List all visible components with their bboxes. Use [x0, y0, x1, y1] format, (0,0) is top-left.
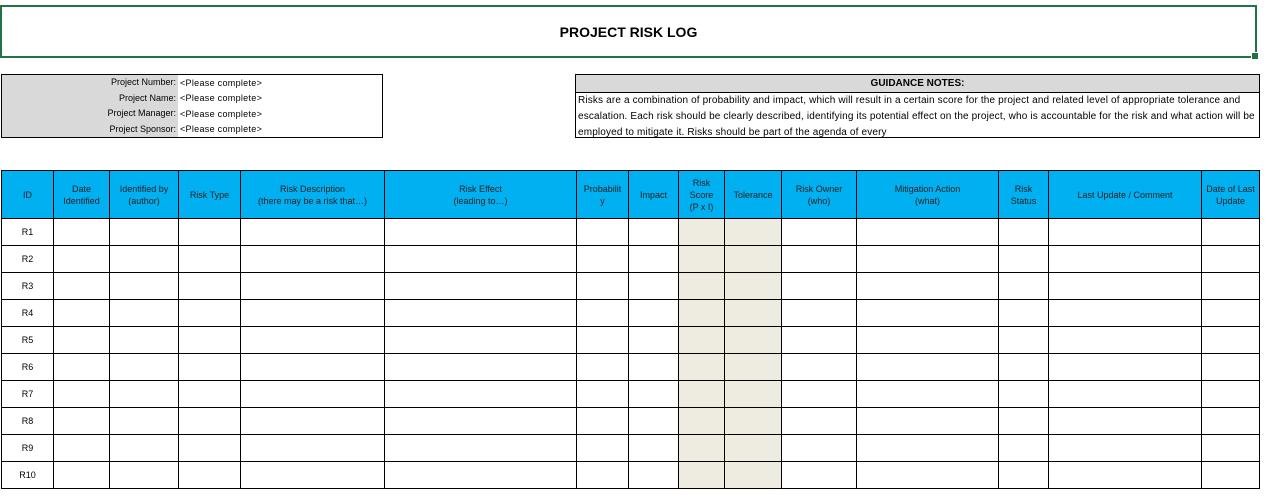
table-cell-last-update-comment[interactable]	[1049, 219, 1202, 246]
column-header-id[interactable]	[2, 171, 54, 219]
table-cell-risk-status[interactable]	[999, 354, 1049, 381]
table-cell-tolerance[interactable]	[725, 408, 782, 435]
table-cell-date-identified[interactable]	[54, 462, 110, 489]
column-header-last-update-comment[interactable]	[1049, 171, 1202, 219]
column-header-risk-description[interactable]	[241, 171, 385, 219]
table-cell-risk-effect[interactable]	[385, 381, 577, 408]
project-number-label: Project Number:	[2, 75, 178, 91]
column-header-date-of-last-update[interactable]	[1202, 171, 1260, 219]
table-cell-probability[interactable]	[577, 327, 629, 354]
guidance-text[interactable]: Risks are a combination of probability and impact, which will result in a certain score for the project and related level of appropriate tolerance and escalation. Each risk should be clearly described, identifying its potential effect on the project, who is accountable for the risk and what action will be employed to mitigate it. Risks should be part of the agenda of every	[578, 95, 1255, 138]
table-cell-risk-description[interactable]	[241, 273, 385, 300]
table-cell-risk-effect[interactable]	[385, 219, 577, 246]
table-cell-risk-score[interactable]	[679, 246, 725, 273]
table-cell-risk-type[interactable]	[179, 435, 241, 462]
table-cell-risk-score[interactable]	[679, 327, 725, 354]
table-cell-mitigation-action[interactable]	[857, 354, 999, 381]
table-cell-identified-by[interactable]	[110, 381, 179, 408]
project-name-value[interactable]: <Please complete>	[180, 93, 263, 104]
table-cell-impact[interactable]	[629, 408, 679, 435]
table-cell-date-of-last-update[interactable]	[1202, 327, 1260, 354]
table-cell-risk-effect[interactable]	[385, 354, 577, 381]
project-sponsor-label: Project Sponsor:	[2, 122, 178, 138]
header-text: ID	[23, 189, 32, 200]
table-cell-last-update-comment[interactable]	[1049, 381, 1202, 408]
column-header-risk-owner[interactable]	[782, 171, 857, 219]
table-cell-risk-description[interactable]	[241, 219, 385, 246]
project-sponsor-value[interactable]: <Please complete>	[180, 124, 263, 135]
column-header-mitigation-action[interactable]	[857, 171, 999, 219]
table-cell-risk-effect[interactable]	[385, 300, 577, 327]
table-cell-identified-by[interactable]	[110, 300, 179, 327]
table-cell-risk-type[interactable]	[179, 354, 241, 381]
table-cell-impact[interactable]	[629, 354, 679, 381]
table-cell-date-of-last-update[interactable]	[1202, 462, 1260, 489]
table-cell-risk-owner[interactable]	[782, 219, 857, 246]
table-cell-mitigation-action[interactable]	[857, 273, 999, 300]
header-text: Update	[1215, 195, 1246, 206]
table-cell-risk-owner[interactable]	[782, 327, 857, 354]
project-info-row	[2, 91, 382, 107]
table-cell-risk-effect[interactable]	[385, 327, 577, 354]
table-cell-risk-description[interactable]	[241, 381, 385, 408]
table-row	[2, 435, 1260, 462]
table-cell-tolerance[interactable]	[725, 273, 782, 300]
table-cell-risk-effect[interactable]	[385, 462, 577, 489]
project-name-label: Project Name:	[2, 91, 178, 107]
table-cell-risk-status[interactable]	[999, 462, 1049, 489]
table-cell-date-of-last-update[interactable]	[1202, 435, 1260, 462]
header-text: (what)	[914, 195, 940, 206]
table-cell-impact[interactable]	[629, 219, 679, 246]
table-cell-last-update-comment[interactable]	[1049, 462, 1202, 489]
table-cell-risk-status[interactable]	[999, 219, 1049, 246]
table-cell-risk-type[interactable]	[179, 327, 241, 354]
table-cell-risk-owner[interactable]	[782, 300, 857, 327]
table-cell-identified-by[interactable]	[110, 219, 179, 246]
project-manager-label: Project Manager:	[2, 106, 178, 122]
table-cell-identified-by[interactable]	[110, 435, 179, 462]
table-cell-date-identified[interactable]	[54, 273, 110, 300]
table-cell-impact[interactable]	[629, 435, 679, 462]
table-cell-identified-by[interactable]	[110, 462, 179, 489]
table-cell-date-identified[interactable]	[54, 327, 110, 354]
table-cell-identified-by[interactable]	[110, 408, 179, 435]
table-cell-impact[interactable]	[629, 273, 679, 300]
table-cell-mitigation-action[interactable]	[857, 462, 999, 489]
table-row	[2, 219, 1260, 246]
table-row	[2, 246, 1260, 273]
table-cell-date-identified[interactable]	[54, 435, 110, 462]
table-cell-date-identified[interactable]	[54, 219, 110, 246]
header-text: Risk	[1014, 183, 1033, 194]
table-cell-date-of-last-update[interactable]	[1202, 408, 1260, 435]
table-row	[2, 273, 1260, 300]
table-cell-tolerance[interactable]	[725, 462, 782, 489]
table-cell-date-of-last-update[interactable]	[1202, 300, 1260, 327]
header-text: (who)	[807, 195, 831, 206]
table-cell-last-update-comment[interactable]	[1049, 300, 1202, 327]
header-text: Risk Owner	[795, 183, 843, 194]
table-cell-risk-effect[interactable]	[385, 246, 577, 273]
table-cell-risk-score[interactable]	[679, 408, 725, 435]
header-text: Identified by	[119, 183, 169, 194]
header-text: Score	[689, 189, 714, 200]
row-id-cell[interactable]: R2	[2, 246, 54, 273]
page-title: PROJECT RISK LOG	[559, 23, 698, 40]
table-cell-tolerance[interactable]	[725, 219, 782, 246]
table-cell-last-update-comment[interactable]	[1049, 435, 1202, 462]
column-header-date-identified[interactable]	[54, 171, 110, 219]
header-text: Risk	[692, 177, 711, 188]
column-header-tolerance[interactable]	[725, 171, 782, 219]
table-cell-risk-type[interactable]	[179, 273, 241, 300]
table-cell-tolerance[interactable]	[725, 381, 782, 408]
table-cell-last-update-comment[interactable]	[1049, 273, 1202, 300]
table-cell-risk-owner[interactable]	[782, 246, 857, 273]
header-text: Risk Description	[279, 183, 346, 194]
header-text: (there may be a risk that…)	[257, 195, 368, 206]
table-cell-risk-status[interactable]	[999, 300, 1049, 327]
column-header-identified-by[interactable]	[110, 171, 179, 219]
table-cell-impact[interactable]	[629, 462, 679, 489]
row-id-cell[interactable]: R1	[2, 219, 54, 246]
column-header-risk-effect[interactable]	[385, 171, 577, 219]
table-cell-risk-score[interactable]	[679, 435, 725, 462]
table-row	[2, 462, 1260, 489]
table-cell-date-identified[interactable]	[54, 408, 110, 435]
header-text: Risk Effect	[459, 183, 502, 194]
table-cell-risk-description[interactable]	[241, 354, 385, 381]
table-cell-risk-status[interactable]	[999, 273, 1049, 300]
header-text: (author)	[128, 195, 160, 206]
guidance-heading: GUIDANCE NOTES:	[576, 75, 1259, 93]
table-cell-risk-status[interactable]	[999, 381, 1049, 408]
table-cell-risk-description[interactable]	[241, 462, 385, 489]
column-header-risk-status[interactable]	[999, 171, 1049, 219]
table-cell-risk-description[interactable]	[241, 246, 385, 273]
table-cell-date-identified[interactable]	[54, 354, 110, 381]
table-cell-risk-effect[interactable]	[385, 408, 577, 435]
table-cell-mitigation-action[interactable]	[857, 435, 999, 462]
table-cell-probability[interactable]	[577, 435, 629, 462]
table-cell-tolerance[interactable]	[725, 435, 782, 462]
header-text: Tolerance	[733, 189, 773, 200]
table-row	[2, 381, 1260, 408]
table-cell-date-identified[interactable]	[54, 300, 110, 327]
row-id-cell[interactable]: R7	[2, 381, 54, 408]
table-cell-risk-score[interactable]	[679, 354, 725, 381]
row-id-cell[interactable]: R9	[2, 435, 54, 462]
table-cell-tolerance[interactable]	[725, 300, 782, 327]
table-cell-risk-score[interactable]	[679, 219, 725, 246]
project-info-row	[2, 122, 382, 138]
table-row	[2, 354, 1260, 381]
table-cell-date-identified[interactable]	[54, 246, 110, 273]
table-cell-mitigation-action[interactable]	[857, 408, 999, 435]
row-id-cell[interactable]: R5	[2, 327, 54, 354]
header-text: Probabilit	[583, 183, 622, 194]
table-cell-risk-type[interactable]	[179, 246, 241, 273]
risk-log-table	[1, 170, 1260, 489]
table-cell-risk-type[interactable]	[179, 219, 241, 246]
table-cell-date-identified[interactable]	[54, 381, 110, 408]
table-cell-risk-type[interactable]	[179, 381, 241, 408]
table-cell-risk-status[interactable]	[999, 435, 1049, 462]
table-cell-last-update-comment[interactable]	[1049, 327, 1202, 354]
table-cell-impact[interactable]	[629, 327, 679, 354]
table-cell-date-of-last-update[interactable]	[1202, 246, 1260, 273]
project-info-box	[1, 74, 383, 138]
table-cell-risk-type[interactable]	[179, 408, 241, 435]
table-cell-probability[interactable]	[577, 381, 629, 408]
table-cell-identified-by[interactable]	[110, 354, 179, 381]
table-cell-risk-owner[interactable]	[782, 273, 857, 300]
table-cell-risk-owner[interactable]	[782, 354, 857, 381]
table-cell-probability[interactable]	[577, 273, 629, 300]
table-cell-probability[interactable]	[577, 246, 629, 273]
table-cell-tolerance[interactable]	[725, 246, 782, 273]
table-cell-risk-score[interactable]	[679, 273, 725, 300]
table-cell-probability[interactable]	[577, 219, 629, 246]
table-cell-risk-owner[interactable]	[782, 435, 857, 462]
table-cell-identified-by[interactable]	[110, 273, 179, 300]
column-header-risk-score[interactable]	[679, 171, 725, 219]
row-id-cell[interactable]: R8	[2, 408, 54, 435]
table-cell-risk-description[interactable]	[241, 327, 385, 354]
table-cell-risk-owner[interactable]	[782, 381, 857, 408]
table-cell-tolerance[interactable]	[725, 327, 782, 354]
table-cell-last-update-comment[interactable]	[1049, 246, 1202, 273]
header-text: (P x I)	[689, 201, 714, 212]
header-text: Identified	[63, 195, 100, 206]
table-cell-identified-by[interactable]	[110, 246, 179, 273]
table-cell-risk-score[interactable]	[679, 462, 725, 489]
table-row	[2, 300, 1260, 327]
table-cell-risk-effect[interactable]	[385, 273, 577, 300]
header-text: Risk Type	[189, 189, 230, 200]
table-cell-risk-description[interactable]	[241, 300, 385, 327]
table-cell-risk-status[interactable]	[999, 327, 1049, 354]
table-cell-risk-description[interactable]	[241, 408, 385, 435]
header-text: Date	[71, 183, 91, 194]
table-cell-mitigation-action[interactable]	[857, 381, 999, 408]
table-cell-risk-owner[interactable]	[782, 462, 857, 489]
table-row	[2, 327, 1260, 354]
header-text: Mitigation Action	[894, 183, 961, 194]
table-row	[2, 408, 1260, 435]
table-cell-risk-effect[interactable]	[385, 435, 577, 462]
table-cell-probability[interactable]	[577, 300, 629, 327]
table-cell-mitigation-action[interactable]	[857, 300, 999, 327]
table-cell-risk-type[interactable]	[179, 300, 241, 327]
project-number-value[interactable]: <Please complete>	[180, 77, 263, 88]
table-cell-identified-by[interactable]	[110, 327, 179, 354]
table-cell-impact[interactable]	[629, 300, 679, 327]
table-cell-mitigation-action[interactable]	[857, 327, 999, 354]
row-id-cell[interactable]: R4	[2, 300, 54, 327]
row-id-cell[interactable]: R3	[2, 273, 54, 300]
fill-handle[interactable]	[1251, 52, 1259, 60]
project-manager-value[interactable]: <Please complete>	[180, 108, 263, 119]
table-cell-date-of-last-update[interactable]	[1202, 354, 1260, 381]
header-text: Date of Last	[1206, 183, 1255, 194]
column-header-risk-type[interactable]	[179, 171, 241, 219]
table-cell-date-of-last-update[interactable]	[1202, 381, 1260, 408]
title-cell[interactable]	[0, 5, 1257, 58]
table-cell-mitigation-action[interactable]	[857, 246, 999, 273]
table-cell-probability[interactable]	[577, 354, 629, 381]
project-info-row	[2, 106, 382, 122]
project-info-row	[2, 75, 382, 91]
row-id-cell[interactable]: R10	[2, 462, 54, 489]
header-text: Last Update / Comment	[1077, 189, 1173, 200]
table-cell-date-of-last-update[interactable]	[1202, 219, 1260, 246]
header-text: Status	[1010, 195, 1037, 206]
table-cell-probability[interactable]	[577, 408, 629, 435]
column-header-probability[interactable]	[577, 171, 629, 219]
table-cell-risk-score[interactable]	[679, 300, 725, 327]
table-cell-last-update-comment[interactable]	[1049, 354, 1202, 381]
column-header-impact[interactable]	[629, 171, 679, 219]
table-cell-mitigation-action[interactable]	[857, 219, 999, 246]
table-cell-impact[interactable]	[629, 246, 679, 273]
table-cell-date-of-last-update[interactable]	[1202, 273, 1260, 300]
guidance-notes-box	[575, 74, 1260, 138]
table-cell-impact[interactable]	[629, 381, 679, 408]
table-cell-probability[interactable]	[577, 462, 629, 489]
header-text: y	[600, 195, 605, 206]
header-text: Impact	[639, 189, 667, 200]
row-id-cell[interactable]: R6	[2, 354, 54, 381]
table-header-row	[2, 171, 1260, 219]
table-cell-tolerance[interactable]	[725, 354, 782, 381]
table-cell-last-update-comment[interactable]	[1049, 408, 1202, 435]
table-cell-risk-score[interactable]	[679, 381, 725, 408]
table-cell-risk-status[interactable]	[999, 408, 1049, 435]
table-cell-risk-status[interactable]	[999, 246, 1049, 273]
table-cell-risk-type[interactable]	[179, 462, 241, 489]
table-cell-risk-description[interactable]	[241, 435, 385, 462]
table-cell-risk-owner[interactable]	[782, 408, 857, 435]
header-text: (leading to…)	[453, 195, 508, 206]
